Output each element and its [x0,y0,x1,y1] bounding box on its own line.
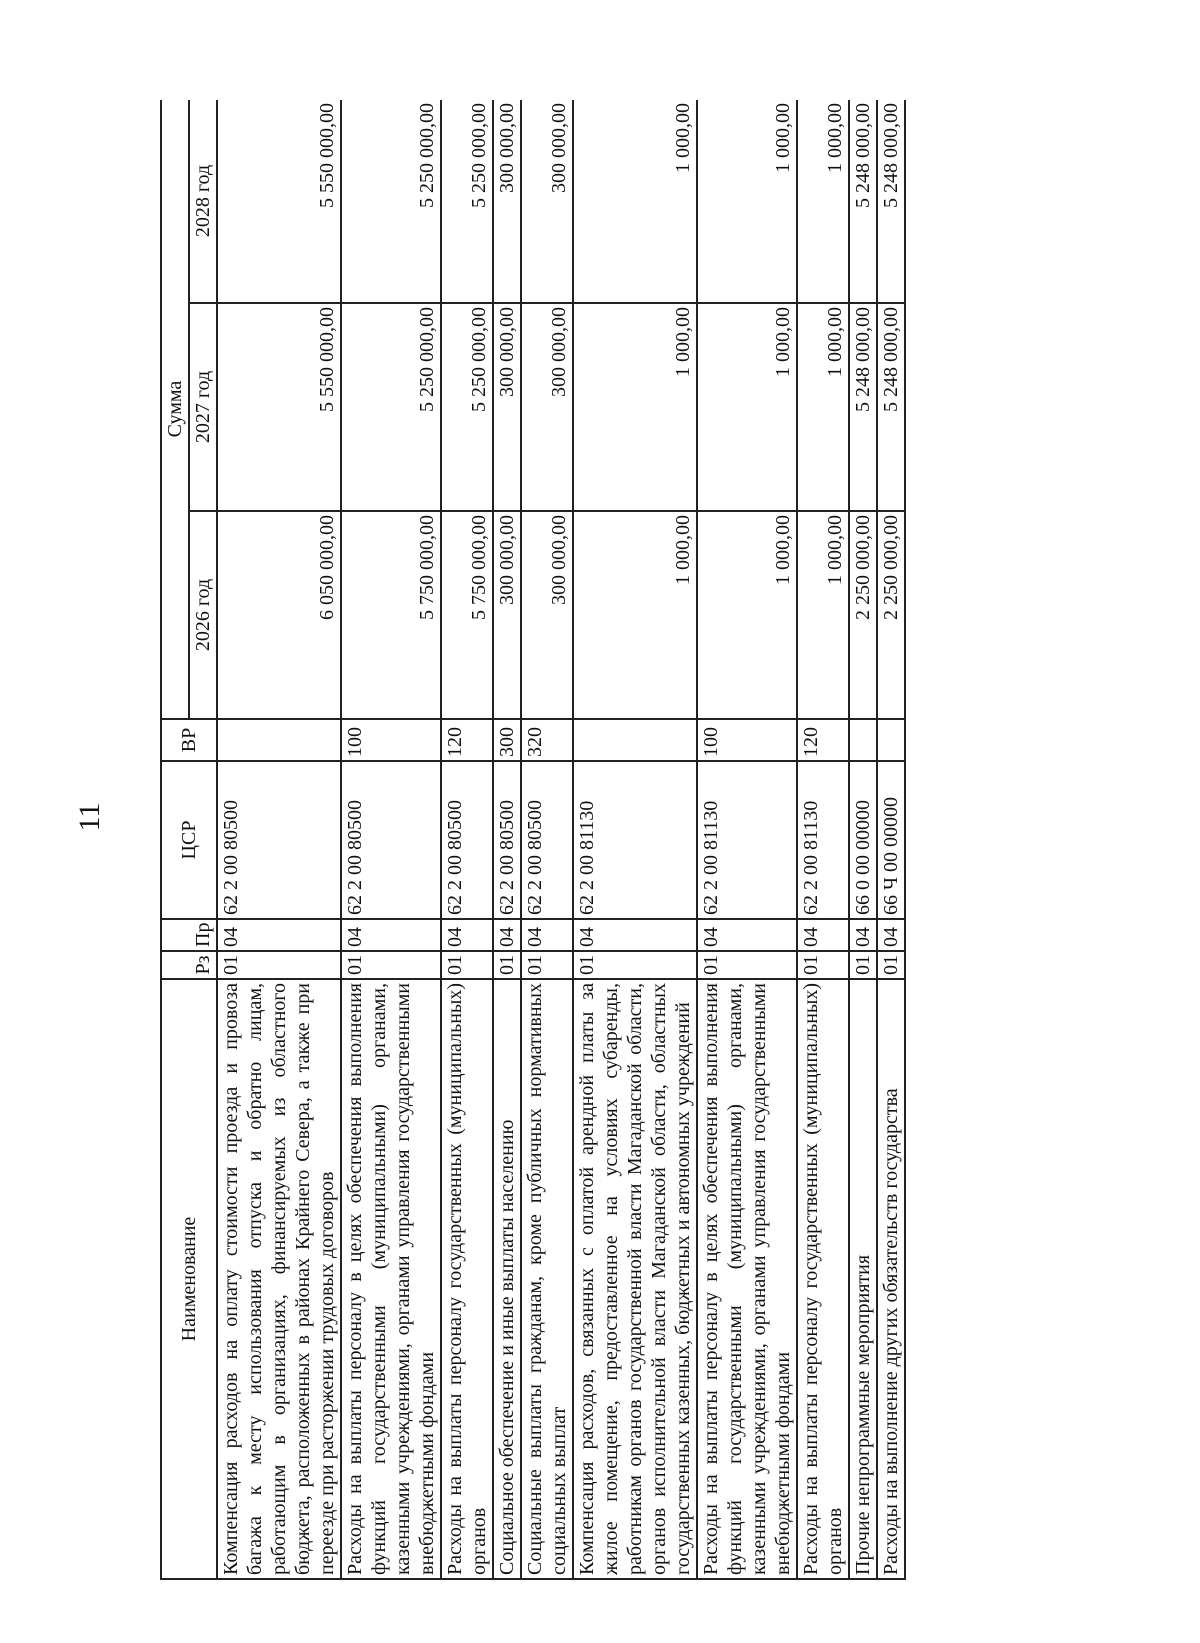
row-sum-2026: 2 250 000,00 [877,511,905,719]
row-sum-2028: 5 250 000,00 [341,100,441,303]
row-pr: 04 [877,919,905,951]
row-csr: 62 2 00 80500 [521,761,573,919]
row-rz: 01 [521,951,573,979]
row-vr: 120 [441,719,493,761]
row-sum-2028: 300 000,00 [521,100,573,303]
row-vr [573,719,697,761]
row-pr: 04 [521,919,573,951]
row-csr: 62 2 00 81130 [697,761,797,919]
table-row [573,100,697,1579]
row-vr: 100 [697,719,797,761]
row-sum-2026: 5 750 000,00 [341,511,441,719]
page-number: 11 [73,802,106,832]
row-pr: 04 [797,919,849,951]
row-pr: 04 [217,919,341,951]
row-name: Расходы на выплаты персоналу государственных (муниципальных) органов [441,979,493,1579]
row-name: Расходы на выплаты персоналу в целях обеспечения выполнения функций государственными (муниципальными) органами, казенными учреждениями, органами управления государственными внебюджетными фондами [697,979,797,1579]
row-name: Расходы на выплаты персоналу в целях обеспечения выполнения функций государственными (муниципальными) органами, казенными учреждениями, органами управления государственными внебюджетными фондами [341,979,441,1579]
row-rz: 01 [797,951,849,979]
row-name: Социальное обеспечение и иные выплаты населению [493,979,521,1579]
table-row [849,100,877,1579]
row-csr: 62 2 00 80500 [217,761,341,919]
row-rz: 01 [697,951,797,979]
header-sum: Сумма [161,100,189,719]
row-sum-2026: 1 000,00 [797,511,849,719]
row-vr: 300 [493,719,521,761]
row-rz: 01 [217,951,341,979]
budget-table-sheet [160,100,1035,1580]
row-sum-2027: 5 248 000,00 [849,303,877,511]
row-sum-2026: 300 000,00 [493,511,521,719]
row-csr: 66 0 00 00000 [849,761,877,919]
header-csr: ЦСР [161,761,217,919]
row-sum-2027: 300 000,00 [493,303,521,511]
table-row [217,100,341,1579]
row-csr: 62 2 00 80500 [341,761,441,919]
table-row [521,100,573,1579]
row-rz: 01 [441,951,493,979]
row-pr: 04 [573,919,697,951]
table-row [877,100,905,1579]
row-sum-2026: 1 000,00 [573,511,697,719]
row-sum-2027: 5 550 000,00 [217,303,341,511]
row-sum-2026: 300 000,00 [521,511,573,719]
row-rz: 01 [341,951,441,979]
budget-table [160,100,906,1580]
row-sum-2028: 5 250 000,00 [441,100,493,303]
row-sum-2027: 1 000,00 [797,303,849,511]
row-sum-2026: 2 250 000,00 [849,511,877,719]
row-name: Расходы на выполнение других обязательств государства [877,979,905,1579]
header-pr: Пр [161,919,217,951]
row-sum-2027: 1 000,00 [697,303,797,511]
row-sum-2028: 5 248 000,00 [877,100,905,303]
header-2028: 2028 год [189,100,217,303]
header-name: Наименование [161,979,217,1579]
row-name: Компенсация расходов на оплату стоимости проезда и провоза багажа к месту использования отпуска и обратно лицам, работающим в организациях, финансируемых из областного бюджета, расположенных в районах Крайнего Севера, а также при переезде при расторжении трудовых договоров [217,979,341,1579]
row-sum-2026: 1 000,00 [697,511,797,719]
table-row [341,100,441,1579]
row-csr: 62 2 00 80500 [493,761,521,919]
row-sum-2027: 5 250 000,00 [341,303,441,511]
row-sum-2028: 1 000,00 [697,100,797,303]
table-row [441,100,493,1579]
row-pr: 04 [441,919,493,951]
header-2027: 2027 год [189,303,217,511]
header-vr: ВР [161,719,217,761]
row-sum-2027: 5 248 000,00 [877,303,905,511]
row-vr [217,719,341,761]
row-name: Социальные выплаты гражданам, кроме публичных нормативных социальных выплат [521,979,573,1579]
row-sum-2027: 5 250 000,00 [441,303,493,511]
row-sum-2028: 300 000,00 [493,100,521,303]
row-pr: 04 [849,919,877,951]
row-sum-2028: 5 248 000,00 [849,100,877,303]
row-csr: 62 2 00 81130 [573,761,697,919]
table-row [697,100,797,1579]
row-csr: 62 2 00 81130 [797,761,849,919]
row-rz: 01 [877,951,905,979]
row-rz: 01 [493,951,521,979]
row-sum-2027: 1 000,00 [573,303,697,511]
row-rz: 01 [573,951,697,979]
row-sum-2027: 300 000,00 [521,303,573,511]
row-name: Прочие непрограммные мероприятия [849,979,877,1579]
row-pr: 04 [341,919,441,951]
row-sum-2026: 5 750 000,00 [441,511,493,719]
row-vr: 320 [521,719,573,761]
row-pr: 04 [697,919,797,951]
row-sum-2028: 5 550 000,00 [217,100,341,303]
row-name: Расходы на выплаты персоналу государственных (муниципальных) органов [797,979,849,1579]
row-sum-2026: 6 050 000,00 [217,511,341,719]
row-vr [849,719,877,761]
row-sum-2028: 1 000,00 [573,100,697,303]
table-row [493,100,521,1579]
row-vr: 100 [341,719,441,761]
row-vr [877,719,905,761]
header-rz: Рз [161,951,217,979]
header-2026: 2026 год [189,511,217,719]
row-vr: 120 [797,719,849,761]
row-rz: 01 [849,951,877,979]
row-sum-2028: 1 000,00 [797,100,849,303]
row-name: Компенсация расходов, связанных с оплатой арендной платы за жилое помещение, предоставленное на условиях субаренды, работникам органов государственной власти Магаданской области, органов исполнительной власти Магаданской области, областных государственных казенных, бюджетных и автономных учреждений [573,979,697,1579]
row-csr: 62 2 00 80500 [441,761,493,919]
row-pr: 04 [493,919,521,951]
table-row [797,100,849,1579]
row-csr: 66 Ч 00 00000 [877,761,905,919]
